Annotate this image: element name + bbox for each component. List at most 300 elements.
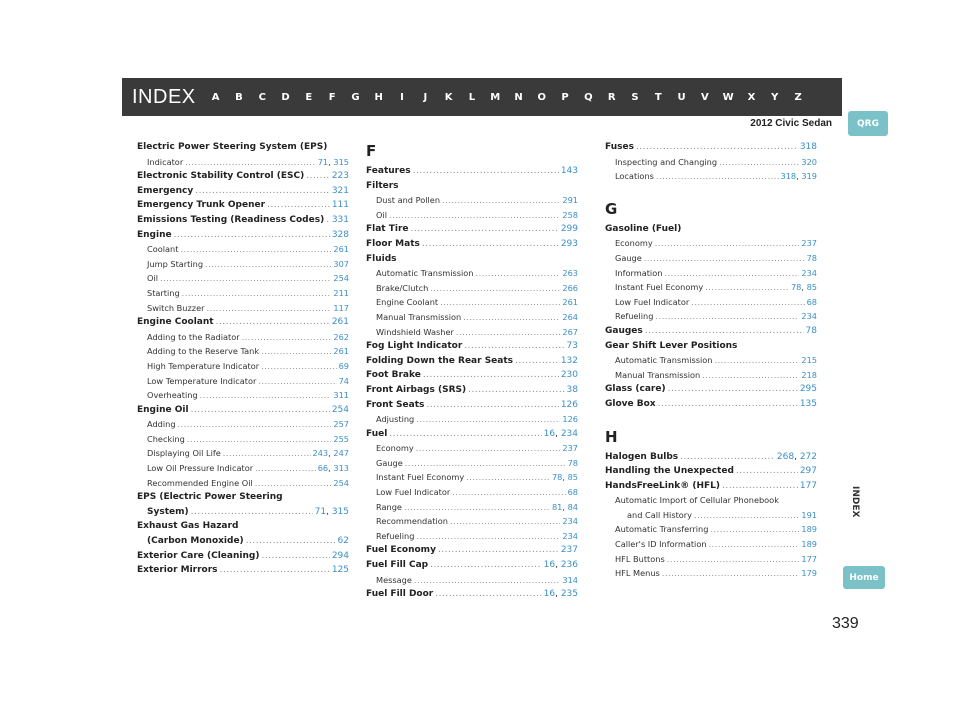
page-link[interactable]: 78 xyxy=(790,282,802,293)
page-link[interactable]: 111 xyxy=(331,200,349,211)
index-entry-label: Inspecting and Changing xyxy=(615,156,718,167)
page-link[interactable]: 261 xyxy=(562,297,578,308)
index-entry xyxy=(137,403,349,418)
page-link[interactable]: 234 xyxy=(562,530,578,541)
index-entry-pages xyxy=(561,237,578,252)
index-entry-label: Fuel Fill Cap xyxy=(366,560,429,571)
page-link[interactable]: 211 xyxy=(333,287,349,298)
index-entry-pages xyxy=(562,412,578,427)
index-entry-label: High Temperature Indicator xyxy=(147,360,260,371)
index-entry xyxy=(605,222,817,237)
alpha-link-v[interactable]: V xyxy=(701,91,709,103)
index-entry-pages xyxy=(333,242,349,257)
page-link[interactable]: 313 xyxy=(333,463,349,474)
index-entry-label: Electronic Stability Control (ESC) xyxy=(137,171,305,182)
qrg-tab[interactable]: QRG xyxy=(848,111,888,136)
index-entry xyxy=(137,388,349,403)
index-entry-pages xyxy=(332,213,349,228)
index-entry-pages xyxy=(332,228,349,243)
leader-dots xyxy=(242,330,332,345)
page-link[interactable]: 261 xyxy=(333,346,349,357)
page-link[interactable]: 291 xyxy=(562,195,578,206)
index-entry-label: Economy xyxy=(615,238,653,249)
index-entry-label: Jump Starting xyxy=(147,258,204,269)
page-link[interactable]: 78 xyxy=(567,457,578,468)
alpha-link-a[interactable]: A xyxy=(211,91,220,103)
home-tab[interactable]: Home xyxy=(843,566,885,589)
index-entry xyxy=(366,383,578,398)
page-link[interactable]: 314 xyxy=(562,574,578,585)
index-entry-pages xyxy=(332,563,349,578)
page-link[interactable]: 85 xyxy=(806,282,817,293)
alpha-link-p[interactable]: P xyxy=(561,91,569,103)
index-entry-pages xyxy=(801,508,817,523)
leader-dots xyxy=(438,543,559,558)
leader-dots xyxy=(464,339,564,354)
index-entry xyxy=(137,315,349,330)
index-entry-label: Low Oil Pressure Indicator xyxy=(147,463,254,474)
index-entry-label: Gauge xyxy=(615,252,642,263)
index-entry xyxy=(366,500,578,515)
leader-dots xyxy=(680,450,775,465)
index-entry-pages xyxy=(333,301,349,316)
page-link[interactable]: 81 xyxy=(551,501,563,512)
index-entry-label: Fuel Fill Door xyxy=(366,589,434,600)
section-heading-f: F xyxy=(366,142,377,160)
index-entry-label: Glove Box xyxy=(605,398,656,409)
index-entry xyxy=(366,485,578,500)
page-link[interactable]: 68 xyxy=(567,487,578,498)
index-column-3 xyxy=(605,140,817,581)
index-entry-pages: 71, 315 xyxy=(317,156,349,167)
page-link[interactable]: 236 xyxy=(560,560,578,571)
page-link[interactable]: 315 xyxy=(333,156,349,167)
page-link[interactable]: 262 xyxy=(333,331,349,342)
leader-dots xyxy=(664,266,799,281)
index-entry-pages xyxy=(562,208,578,223)
page-link[interactable]: 84 xyxy=(567,501,578,512)
index-entry-pages xyxy=(333,257,349,272)
index-entry-pages xyxy=(806,324,817,339)
page-link[interactable]: 234 xyxy=(560,428,578,439)
alpha-link-o[interactable]: O xyxy=(537,91,547,103)
index-entry-pages xyxy=(568,456,578,471)
alpha-link-x[interactable]: X xyxy=(747,91,756,103)
page-link[interactable]: 215 xyxy=(801,355,817,366)
index-entry-label: Front Airbags (SRS) xyxy=(366,384,467,395)
page-link[interactable]: 177 xyxy=(801,553,817,564)
page-link[interactable]: 234 xyxy=(801,311,817,322)
page-link[interactable]: 189 xyxy=(801,539,817,550)
page-link[interactable]: 268 xyxy=(776,451,795,462)
index-entry-label: Locations xyxy=(615,171,654,182)
index-entry xyxy=(366,295,578,310)
leader-dots xyxy=(178,417,332,432)
index-entry xyxy=(366,543,578,558)
index-entry-label: Features xyxy=(366,166,411,176)
leader-dots xyxy=(182,286,332,301)
index-entry xyxy=(605,552,817,567)
leader-dots xyxy=(267,198,330,213)
page-link[interactable]: 318 xyxy=(780,171,797,182)
index-entry xyxy=(137,228,349,243)
index-entry xyxy=(605,155,817,170)
index-entry-label: Low Fuel Indicator xyxy=(615,296,690,307)
alpha-link-r[interactable]: R xyxy=(607,91,616,103)
page-link[interactable]: 223 xyxy=(331,171,349,182)
index-entry xyxy=(366,456,578,471)
leader-dots xyxy=(414,573,560,588)
alpha-link-m[interactable]: M xyxy=(490,91,501,103)
index-entry-label: Glass (care) xyxy=(605,384,666,395)
index-entry-pages xyxy=(562,266,578,281)
index-entry-label: Message xyxy=(376,574,412,585)
index-entry-label: Adding xyxy=(147,419,176,430)
page-link[interactable]: 85 xyxy=(567,472,578,483)
index-entry xyxy=(605,353,817,368)
leader-dots xyxy=(658,397,798,412)
alpha-link-l[interactable]: L xyxy=(468,91,476,103)
page-link[interactable]: 320 xyxy=(801,156,817,167)
page-link[interactable]: 266 xyxy=(562,282,578,293)
leader-dots xyxy=(452,485,565,500)
page-link[interactable]: 254 xyxy=(333,477,349,488)
leader-dots xyxy=(430,281,560,296)
index-entry-label: Coolant xyxy=(147,244,179,255)
index-entry-pages xyxy=(333,432,349,447)
page-link[interactable]: 66 xyxy=(317,463,329,474)
index-list-h xyxy=(605,450,817,581)
index-entry-label: Caller's ID Information xyxy=(615,539,707,550)
leader-dots xyxy=(180,242,331,257)
page-link[interactable]: 331 xyxy=(331,214,349,225)
page-link[interactable]: 311 xyxy=(333,390,349,401)
page-link[interactable]: 177 xyxy=(799,480,817,491)
index-entry-label: Oil xyxy=(376,209,387,220)
index-entry xyxy=(605,266,817,281)
page-link[interactable]: 307 xyxy=(333,258,349,269)
leader-dots xyxy=(258,374,336,389)
page-link[interactable]: 126 xyxy=(562,414,578,425)
index-entry xyxy=(366,237,578,252)
index-entry xyxy=(605,522,817,537)
leader-dots xyxy=(255,476,332,491)
section-heading-g: G xyxy=(605,199,618,218)
index-entry xyxy=(137,359,349,374)
index-entry xyxy=(137,140,349,155)
page-link[interactable]: 237 xyxy=(801,238,817,249)
leader-dots xyxy=(185,155,316,170)
leader-dots xyxy=(413,164,559,179)
index-entry xyxy=(137,519,349,534)
page-link[interactable]: 135 xyxy=(799,398,817,409)
index-entry-label: Emissions Testing (Readiness Codes) xyxy=(137,214,325,225)
alpha-link-d[interactable]: D xyxy=(281,91,290,103)
page-link[interactable]: 68 xyxy=(806,296,817,307)
alpha-link-k[interactable]: K xyxy=(444,91,453,103)
index-entry-label: Automatic Transmission xyxy=(615,355,713,366)
index-entry xyxy=(605,251,817,266)
alpha-link-u[interactable]: U xyxy=(677,91,686,103)
page-link[interactable]: 264 xyxy=(562,311,578,322)
page-link[interactable]: 189 xyxy=(801,524,817,535)
leader-dots xyxy=(668,382,798,397)
page-link[interactable]: 230 xyxy=(560,370,578,381)
index-entry-pages xyxy=(800,140,817,155)
page-link[interactable]: 16 xyxy=(543,560,556,571)
index-entry-pages xyxy=(332,184,349,199)
page-link[interactable]: 179 xyxy=(801,568,817,579)
alpha-link-y[interactable]: Y xyxy=(771,91,779,103)
alpha-link-g[interactable]: G xyxy=(351,91,360,103)
page-link[interactable]: 218 xyxy=(801,369,817,380)
index-entry-pages xyxy=(333,286,349,301)
page-link[interactable]: 16 xyxy=(543,589,556,600)
page-link[interactable]: 71 xyxy=(317,156,329,167)
index-entry xyxy=(137,169,349,184)
index-entry xyxy=(605,309,817,324)
leader-dots xyxy=(463,310,560,325)
leader-dots xyxy=(430,558,542,573)
index-entry-pages xyxy=(800,397,817,412)
index-entry-pages xyxy=(561,164,578,179)
page-link[interactable]: 299 xyxy=(560,224,578,235)
leader-dots xyxy=(411,222,559,237)
index-entry xyxy=(137,505,349,520)
index-entry xyxy=(366,193,578,208)
alpha-link-t[interactable]: T xyxy=(654,91,662,103)
index-entry-label: Instant Fuel Economy xyxy=(376,472,465,483)
leader-dots xyxy=(200,388,332,403)
alpha-link-s[interactable]: S xyxy=(631,91,639,103)
index-entry xyxy=(366,179,578,194)
index-entry-label: Gear Shift Lever Positions xyxy=(605,340,738,351)
index-entry-label: Refueling xyxy=(615,311,654,322)
page-link[interactable]: 255 xyxy=(333,433,349,444)
index-entry-pages xyxy=(567,383,578,398)
page-link[interactable]: 78 xyxy=(806,252,817,263)
alpha-link-z[interactable]: Z xyxy=(794,91,802,103)
index-entry xyxy=(605,295,817,310)
alpha-link-f[interactable]: F xyxy=(328,91,336,103)
page-link[interactable]: 321 xyxy=(331,185,349,196)
index-entry-label: Foot Brake xyxy=(366,370,421,381)
index-entry xyxy=(366,222,578,237)
page-link[interactable]: 78 xyxy=(551,472,563,483)
index-entry-pages xyxy=(561,222,578,237)
index-entry xyxy=(605,280,817,295)
index-entry-pages xyxy=(333,417,349,432)
index-entry xyxy=(137,344,349,359)
index-entry-label: Engine xyxy=(137,229,172,240)
page-link[interactable]: 258 xyxy=(562,209,578,220)
page-link[interactable]: 125 xyxy=(331,565,349,576)
leader-dots xyxy=(468,383,564,398)
page-link[interactable]: 62 xyxy=(337,536,349,547)
page-link[interactable]: 272 xyxy=(799,451,817,462)
index-entry xyxy=(137,563,349,578)
index-entry xyxy=(366,412,578,427)
leader-dots xyxy=(691,295,804,310)
index-entry-label: Electric Power Steering System (EPS) xyxy=(137,142,328,152)
index-entry xyxy=(366,441,578,456)
index-entry-label: Instant Fuel Economy xyxy=(615,282,704,293)
index-entry xyxy=(605,339,817,354)
page-link[interactable]: 235 xyxy=(560,589,578,600)
page-link[interactable]: 267 xyxy=(562,326,578,337)
page-link[interactable]: 38 xyxy=(566,384,578,395)
alpha-link-c[interactable]: C xyxy=(258,91,266,103)
index-entry-pages xyxy=(800,479,817,494)
page-link[interactable]: 243 xyxy=(312,448,329,459)
index-entry xyxy=(605,450,817,465)
leader-dots xyxy=(515,354,559,369)
index-entry-label: HFL Buttons xyxy=(615,553,665,564)
index-entry-label: Exterior Mirrors xyxy=(137,565,218,576)
index-entry-pages xyxy=(339,359,349,374)
page-link[interactable]: 254 xyxy=(331,404,349,415)
leader-dots xyxy=(389,208,560,223)
index-entry-pages xyxy=(801,552,817,567)
index-entry-pages xyxy=(561,354,578,369)
alpha-link-n[interactable]: N xyxy=(514,91,523,103)
leader-dots xyxy=(435,587,541,602)
page-link[interactable]: 257 xyxy=(333,419,349,430)
alpha-link-h[interactable]: H xyxy=(374,91,383,103)
index-entry-label: Folding Down the Rear Seats xyxy=(366,355,514,366)
index-entry xyxy=(137,461,349,476)
index-entry-label: Dust and Pollen xyxy=(376,195,441,206)
index-entry xyxy=(137,476,349,491)
index-entry-pages xyxy=(562,529,578,544)
page-link[interactable]: 234 xyxy=(801,267,817,278)
index-entry xyxy=(366,587,578,602)
index-entry-pages xyxy=(801,566,817,581)
page-link[interactable]: 74 xyxy=(338,375,349,386)
page-link[interactable]: 237 xyxy=(562,443,578,454)
index-entry-label: System) xyxy=(147,506,189,517)
index-entry-pages xyxy=(338,534,349,549)
index-entry-pages: 66, 313 xyxy=(317,463,349,474)
page-link[interactable]: 69 xyxy=(338,360,349,371)
index-entry-pages xyxy=(333,271,349,286)
page-link[interactable]: 297 xyxy=(799,466,817,477)
leader-dots xyxy=(655,236,800,251)
alpha-link-e[interactable]: E xyxy=(305,91,313,103)
leader-dots xyxy=(205,257,331,272)
index-entry-label: Floor Mats xyxy=(366,238,420,249)
leader-dots xyxy=(206,301,331,316)
leader-dots xyxy=(220,563,330,578)
index-header-bar xyxy=(122,78,842,116)
page-link[interactable]: 328 xyxy=(331,229,349,240)
index-entry-pages xyxy=(801,522,817,537)
index-entry-pages xyxy=(339,374,349,389)
index-entry-pages xyxy=(801,155,817,170)
index-entry-pages: 78, 85 xyxy=(551,472,578,483)
page-link[interactable]: 73 xyxy=(566,341,578,352)
index-entry-label: Gauges xyxy=(605,325,643,336)
page-link[interactable]: 295 xyxy=(799,384,817,395)
index-entry xyxy=(137,432,349,447)
index-entry-pages xyxy=(332,198,349,213)
page-link[interactable]: 132 xyxy=(560,355,578,366)
index-entry xyxy=(605,566,817,581)
index-entry xyxy=(137,374,349,389)
page-link[interactable]: 261 xyxy=(333,244,349,255)
index-entry xyxy=(137,446,349,461)
leader-dots xyxy=(255,461,316,476)
page-link[interactable]: 294 xyxy=(331,550,349,561)
page-link[interactable]: 16 xyxy=(543,428,556,439)
page-link[interactable]: 117 xyxy=(333,302,349,313)
page-link[interactable]: 237 xyxy=(560,545,578,556)
page-link[interactable]: 71 xyxy=(314,506,327,517)
index-entry xyxy=(137,534,349,549)
index-entry-pages xyxy=(807,251,817,266)
index-entry xyxy=(137,198,349,213)
leader-dots xyxy=(174,228,330,243)
page-link[interactable]: 263 xyxy=(562,268,578,279)
page-link[interactable]: 143 xyxy=(560,166,578,176)
leader-dots xyxy=(694,508,799,523)
page-link[interactable]: 318 xyxy=(799,142,817,152)
index-entry xyxy=(137,155,349,170)
index-entry-label: Recommendation xyxy=(376,516,448,527)
index-entry-label: and Call History xyxy=(627,509,693,520)
page-link[interactable]: 234 xyxy=(562,516,578,527)
index-entry xyxy=(366,514,578,529)
page-link[interactable]: 254 xyxy=(333,273,349,284)
index-entry-pages xyxy=(562,281,578,296)
leader-dots xyxy=(475,266,560,281)
side-index-label: INDEX xyxy=(850,486,860,518)
leader-dots xyxy=(405,456,566,471)
page-link[interactable]: 78 xyxy=(805,325,817,336)
index-entry-pages: 318, 319 xyxy=(780,171,817,182)
alpha-link-b[interactable]: B xyxy=(235,91,243,103)
page-link[interactable]: 191 xyxy=(801,509,817,520)
index-entry-label: Halogen Bulbs xyxy=(605,451,679,462)
index-entry xyxy=(605,140,817,155)
index-entry-pages xyxy=(562,514,578,529)
leader-dots xyxy=(719,155,799,170)
leader-dots xyxy=(246,534,336,549)
alpha-link-i[interactable]: I xyxy=(400,91,404,103)
page-link[interactable]: 293 xyxy=(560,238,578,249)
leader-dots xyxy=(662,566,800,581)
page-link[interactable]: 261 xyxy=(331,317,349,328)
index-entry-pages xyxy=(333,330,349,345)
alpha-link-q[interactable]: Q xyxy=(584,91,593,103)
index-entry-pages xyxy=(800,464,817,479)
index-entry-pages: 16, 236 xyxy=(543,560,578,571)
alpha-link-w[interactable]: W xyxy=(722,91,734,103)
index-entry xyxy=(366,266,578,281)
page-link[interactable]: 126 xyxy=(560,399,578,410)
alpha-link-j[interactable]: J xyxy=(423,91,428,103)
index-entry-label: Range xyxy=(376,501,402,512)
leader-dots xyxy=(440,295,560,310)
page-link[interactable]: 247 xyxy=(333,448,349,459)
page-link[interactable]: 319 xyxy=(801,171,817,182)
page-link[interactable]: 315 xyxy=(331,506,349,517)
index-entry xyxy=(605,493,817,508)
leader-dots xyxy=(422,237,559,252)
index-entry xyxy=(137,271,349,286)
index-entry xyxy=(366,368,578,383)
index-entry-label: Fluids xyxy=(366,253,397,264)
